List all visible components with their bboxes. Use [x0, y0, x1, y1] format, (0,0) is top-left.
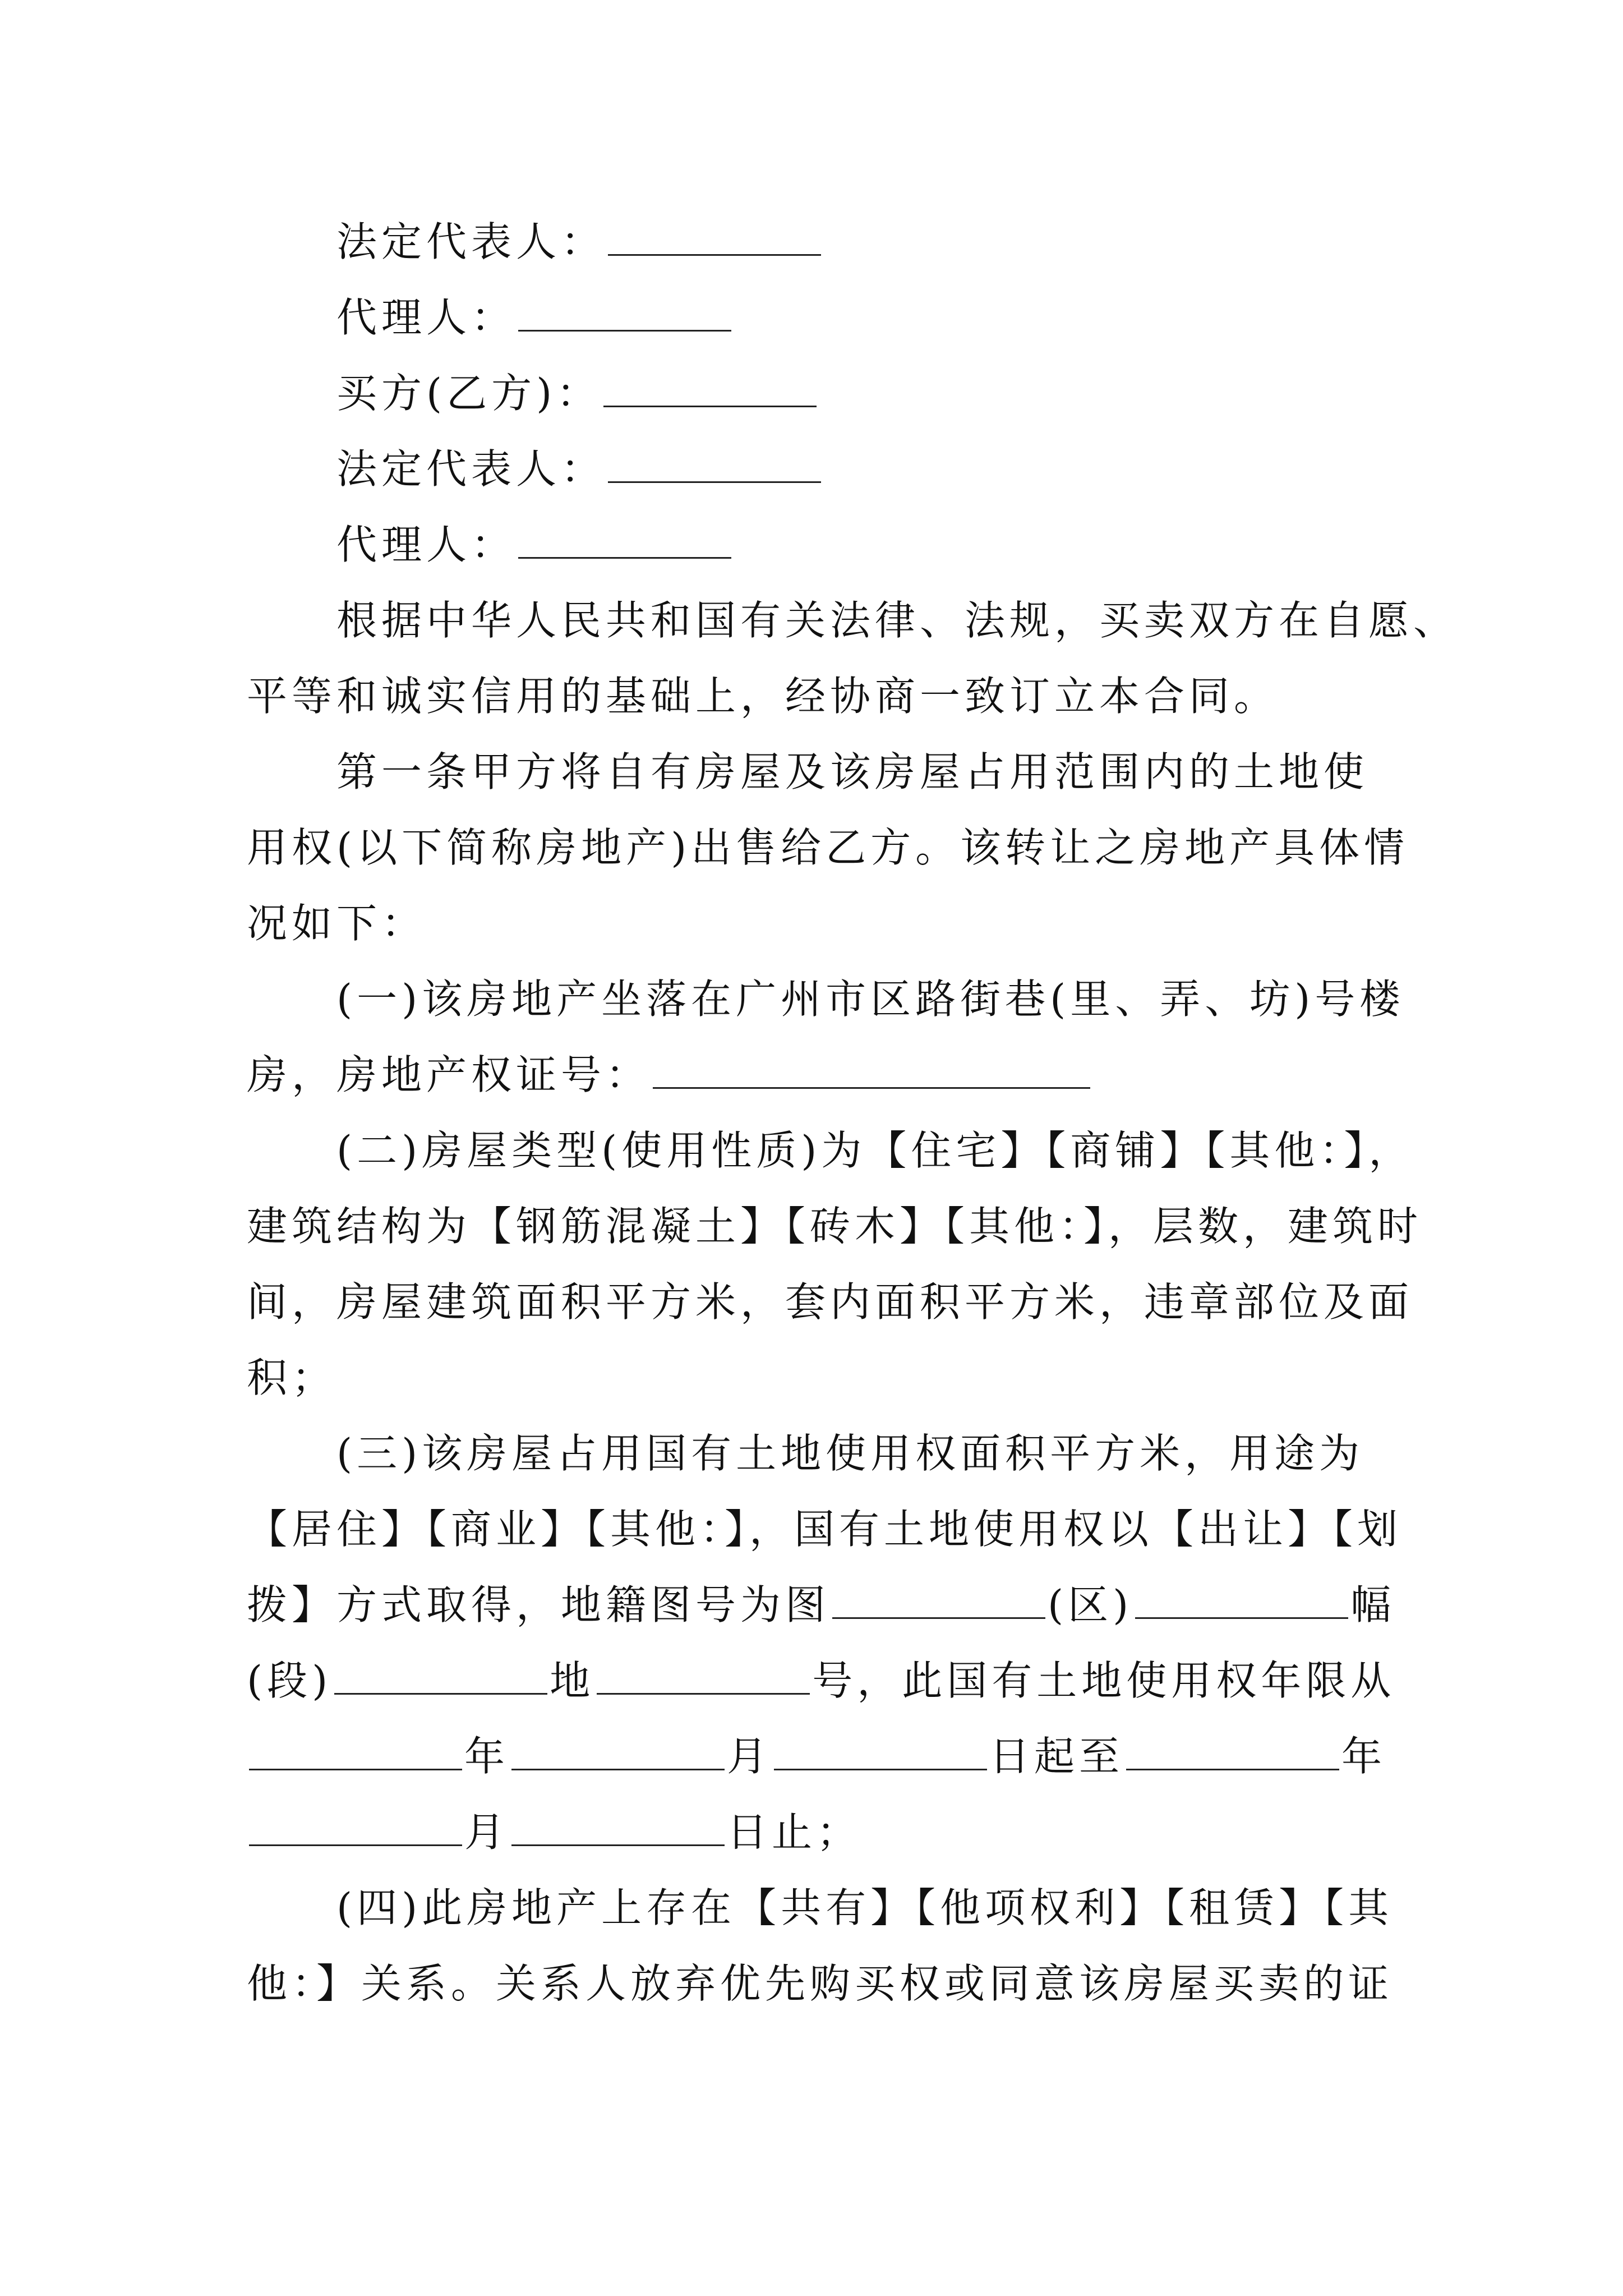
item2-line-3: 间，房屋建筑面积平方米，套内面积平方米，违章部位及面	[247, 1278, 1414, 1326]
item3-line-4	[247, 1657, 1396, 1704]
text-segment: 拨】方式取得，地籍图号为图	[247, 1581, 831, 1628]
agent-label: 代理人：	[336, 294, 517, 341]
text-segment: 幅	[1350, 1581, 1396, 1628]
item3-line-3	[247, 1581, 1396, 1628]
buyer-line	[336, 370, 819, 417]
blank-field	[1135, 1613, 1348, 1619]
item2-line-4: 积；	[247, 1354, 337, 1401]
agent-label: 代理人：	[336, 521, 517, 568]
item3-line-1: (三)该房屋占用国有土地使用权面积平方米，用途为	[336, 1430, 1364, 1477]
blank-field	[334, 1688, 547, 1695]
text-segment: 年	[464, 1733, 510, 1780]
blank-field	[1126, 1764, 1339, 1770]
blank-field	[653, 1083, 1090, 1089]
blank-field	[518, 325, 731, 332]
blank-field	[603, 401, 817, 407]
legal-rep-label: 法定代表人：	[336, 218, 606, 265]
text-segment: 日起至	[989, 1733, 1124, 1780]
article1-line-2: 用权(以下简称房地产)出售给乙方。该转让之房地产具体情	[247, 824, 1409, 871]
blank-field	[608, 250, 821, 256]
item2-line-2: 建筑结构为【钢筋混凝土】【砖木】【其他：】，层数，建筑时	[247, 1203, 1423, 1250]
blank-field	[518, 553, 731, 559]
buyer-label: 买方(乙方)：	[336, 370, 602, 417]
buyer-agent-line	[336, 521, 734, 568]
text-segment: 月	[464, 1809, 510, 1856]
text-segment: (段)	[247, 1657, 333, 1704]
item3-line-2: 【居住】【商业】【其他：】，国有土地使用权以【出让】【划	[247, 1506, 1403, 1553]
blank-field	[511, 1840, 725, 1846]
item1-line-2	[247, 1051, 1092, 1098]
text-segment: 日止；	[727, 1809, 862, 1856]
blank-field	[597, 1688, 810, 1695]
blank-field	[249, 1840, 462, 1846]
seller-agent-line	[336, 294, 734, 341]
intro-paragraph-line-1: 根据中华人民共和国有关法律、法规，买卖双方在自愿、	[336, 597, 1459, 644]
text-segment: 号，此国有土地使用权年限从	[812, 1657, 1396, 1704]
item4-line-1: (四)此房地产上存在【共有】【他项权利】【租赁】【其	[336, 1884, 1394, 1931]
seller-legal-rep-line	[336, 218, 823, 265]
text-segment: 月	[727, 1733, 772, 1780]
text-segment: (区)	[1048, 1581, 1133, 1628]
blank-field	[774, 1764, 987, 1770]
item3-line-5	[247, 1733, 1387, 1780]
intro-paragraph-line-2: 平等和诚实信用的基础上，经协商一致订立本合同。	[247, 673, 1279, 720]
item4-line-2: 他：】关系。关系人放弃优先购买权或同意该房屋买卖的证	[247, 1960, 1394, 2007]
buyer-legal-rep-line	[336, 445, 823, 493]
item3-line-6	[247, 1809, 862, 1856]
article1-line-3: 况如下：	[247, 900, 427, 947]
item1-line-1: (一)该房地产坐落在广州市区路街巷(里、弄、坊)号楼	[336, 976, 1405, 1023]
blank-field	[249, 1764, 462, 1770]
blank-field	[608, 477, 821, 483]
legal-rep-label: 法定代表人：	[336, 445, 606, 493]
item2-line-1: (二)房屋类型(使用性质)为【住宅】【商铺】【其他：】，	[336, 1127, 1414, 1174]
text-segment: 年	[1341, 1733, 1387, 1780]
text-segment: 地	[550, 1657, 595, 1704]
blank-field	[832, 1613, 1045, 1619]
article1-line-1: 第一条甲方将自有房屋及该房屋占用范围内的土地使	[336, 748, 1369, 795]
blank-field	[511, 1764, 725, 1770]
cert-number-label: 房，房地产权证号：	[247, 1051, 651, 1098]
